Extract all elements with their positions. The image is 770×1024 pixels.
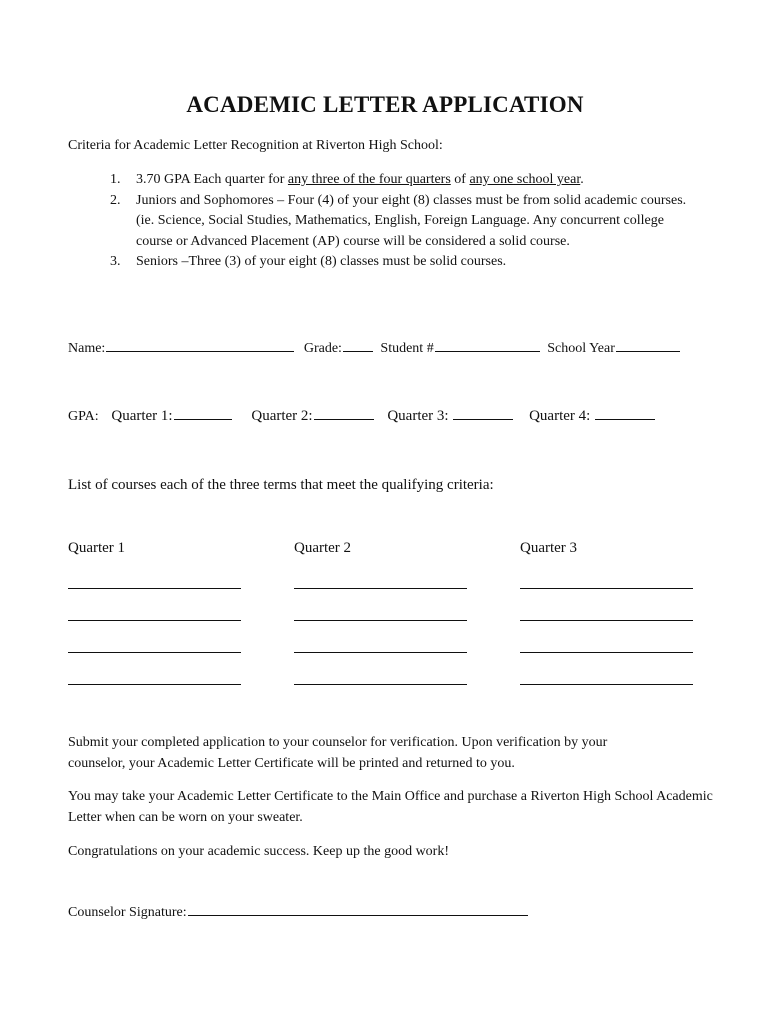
criteria-emphasis: any three of the four quarters bbox=[287, 172, 451, 187]
grade-field[interactable] bbox=[343, 350, 373, 352]
student-info-row bbox=[68, 341, 680, 357]
counselor-signature-label: Counselor Signature: bbox=[68, 905, 187, 920]
gpa-quarter-4-label: Quarter 4: bbox=[529, 408, 595, 424]
gpa-label: GPA: bbox=[68, 409, 99, 424]
criteria-text: Juniors and Sophomores – Four (4) of your eight (8) classes must be from solid academic courses. (ie. Science, Social Studies, Mathematics, English, Foreign Language. Any concurrent college course or Advanced Placement (AP) course will be considered a solid course. bbox=[136, 192, 687, 249]
quarter-1-course-line-3[interactable] bbox=[68, 652, 241, 653]
counselor-signature-field[interactable] bbox=[188, 914, 528, 916]
quarter-2-header: Quarter 2 bbox=[294, 540, 352, 556]
gpa-quarter-3-field[interactable] bbox=[453, 418, 513, 420]
name-field[interactable] bbox=[106, 350, 294, 352]
quarter-2-course-line-4[interactable] bbox=[294, 684, 467, 685]
criteria-item-3 bbox=[110, 252, 710, 273]
student-number-field[interactable] bbox=[435, 350, 540, 352]
gpa-quarter-2-field[interactable] bbox=[314, 418, 374, 420]
gpa-quarter-1-label: Quarter 1: bbox=[111, 408, 173, 424]
quarter-2-course-line-2[interactable] bbox=[294, 620, 467, 621]
grade-label: Grade: bbox=[303, 341, 342, 356]
quarter-1-course-line-2[interactable] bbox=[68, 620, 241, 621]
gpa-quarter-4-field[interactable] bbox=[595, 418, 655, 420]
quarter-1-course-line-4[interactable] bbox=[68, 684, 241, 685]
criteria-text: 3.70 GPA Each quarter for bbox=[136, 172, 288, 187]
submit-paragraph: Submit your completed application to your counselor for verification. Upon verification by your counselor, your Academic Letter Certificate will be printed and returned to you. bbox=[68, 735, 608, 771]
criteria-number: 1. bbox=[110, 172, 121, 187]
gpa-quarter-1-field[interactable] bbox=[174, 418, 232, 420]
quarter-3-course-line-4[interactable] bbox=[520, 684, 693, 685]
quarter-1-header: Quarter 1 bbox=[68, 540, 126, 556]
criteria-intro: Criteria for Academic Letter Recognition at Riverton High School: bbox=[68, 138, 443, 153]
quarter-3-course-line-1[interactable] bbox=[520, 588, 693, 589]
school-year-field[interactable] bbox=[616, 350, 680, 352]
student-number-label: Student # bbox=[380, 341, 434, 356]
quarter-3-header: Quarter 3 bbox=[520, 540, 578, 556]
criteria-emphasis: any one school year bbox=[469, 172, 581, 187]
criteria-text: Seniors –Three (3) of your eight (8) classes must be solid courses. bbox=[136, 254, 507, 269]
criteria-text: . bbox=[580, 172, 584, 187]
gpa-quarter-3-label: Quarter 3: bbox=[387, 408, 453, 424]
page-title: ACADEMIC LETTER APPLICATION bbox=[186, 92, 584, 117]
purchase-paragraph: You may take your Academic Letter Certificate to the Main Office and purchase a Riverton High School Academic Letter when can be worn on your sweater. bbox=[68, 789, 713, 825]
criteria-number: 2. bbox=[110, 192, 121, 208]
quarter-2-course-line-3[interactable] bbox=[294, 652, 467, 653]
quarter-3-course-line-3[interactable] bbox=[520, 652, 693, 653]
name-label: Name: bbox=[68, 341, 106, 356]
school-year-label: School Year bbox=[547, 341, 615, 356]
quarter-3-course-line-2[interactable] bbox=[520, 620, 693, 621]
courses-intro: List of courses each of the three terms that meet the qualifying criteria: bbox=[68, 477, 494, 493]
criteria-item-1 bbox=[110, 170, 710, 191]
criteria-list bbox=[110, 170, 710, 273]
criteria-text: of bbox=[450, 172, 470, 187]
criteria-item-2 bbox=[110, 191, 696, 253]
congrats-paragraph: Congratulations on your academic success. Keep up the good work! bbox=[68, 844, 450, 859]
quarter-2-course-line-1[interactable] bbox=[294, 588, 467, 589]
quarter-1-course-line-1[interactable] bbox=[68, 588, 241, 589]
gpa-row bbox=[68, 408, 655, 425]
signature-row bbox=[68, 905, 528, 921]
criteria-number: 3. bbox=[110, 254, 121, 269]
gpa-quarter-2-label: Quarter 2: bbox=[251, 408, 313, 424]
